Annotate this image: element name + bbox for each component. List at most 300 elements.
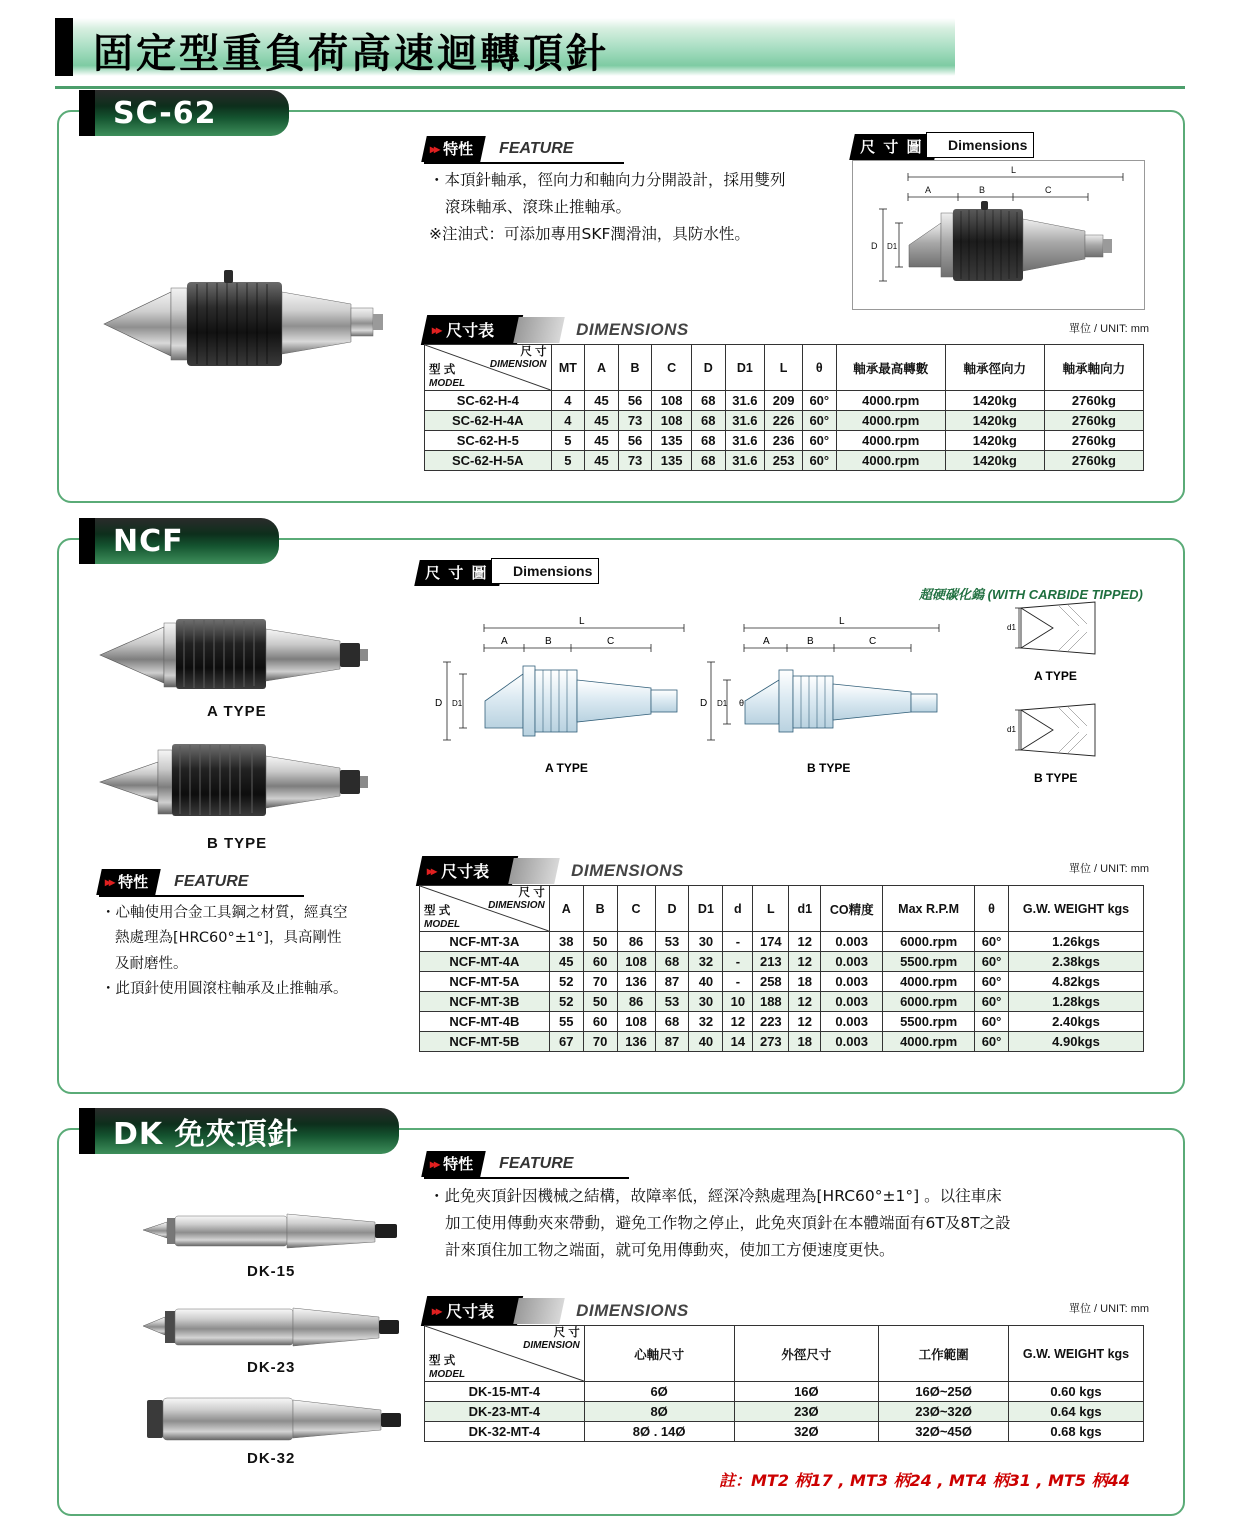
feature-underline-dk: [424, 1177, 629, 1179]
feature-line: ・此免夾頂針因機械之結構，故障率低，經深冷熱處理為[HRC60°±1°] 。以往車床: [429, 1187, 1002, 1205]
dimensions-table-sc62: [424, 344, 1144, 471]
table-row: [425, 451, 1144, 471]
cell: 1420kg: [945, 391, 1044, 411]
table-row: [420, 992, 1144, 1012]
cell: 0.003: [821, 1032, 883, 1052]
cell: 60: [583, 1012, 617, 1032]
col-d-small: d: [723, 886, 753, 932]
col-weight: G.W. WEIGHT kgs: [1009, 1326, 1144, 1382]
cell: 4000.rpm: [883, 1032, 975, 1052]
cell-model: DK-15-MT-4: [425, 1382, 585, 1402]
cell: 32: [689, 1012, 723, 1032]
section-title-sc62: SC-62: [113, 95, 217, 131]
cell: 226: [765, 411, 803, 431]
table-header-row: [420, 886, 1144, 932]
col-d1: D1: [725, 345, 765, 391]
dim-table-label-cn: 尺寸表: [446, 323, 495, 340]
cell: 0.003: [821, 952, 883, 972]
feature-underline-sc62: [424, 162, 624, 164]
feature-header-ncf: [99, 870, 248, 894]
cell: 0.003: [821, 1012, 883, 1032]
cell: 60°: [975, 1012, 1009, 1032]
cell: 4000.rpm: [836, 391, 945, 411]
cell: 53: [655, 932, 689, 952]
cell: 6000.rpm: [883, 932, 975, 952]
cell: 188: [753, 992, 789, 1012]
cell: 55: [549, 1012, 583, 1032]
cell: 2760kg: [1044, 451, 1143, 471]
cell: 31.6: [725, 431, 765, 451]
cell: 73: [618, 451, 652, 471]
unit-note-dk: 單位 / UNIT: mm: [1069, 1303, 1150, 1315]
cell: 86: [617, 992, 655, 1012]
svg-text:B TYPE: B TYPE: [1034, 771, 1078, 785]
col-d1: D1: [689, 886, 723, 932]
table-header-row: [425, 345, 1144, 391]
feature-chip-black: [96, 869, 161, 895]
section-ncf: [57, 523, 1185, 1094]
cell: 23Ø: [734, 1402, 879, 1422]
cell: 2760kg: [1044, 391, 1143, 411]
cell: 38: [549, 932, 583, 952]
svg-text:C: C: [607, 636, 615, 647]
corner-model-label: 型 式 MODEL: [429, 1355, 466, 1380]
cell: 4: [551, 411, 585, 431]
cell: 31.6: [725, 391, 765, 411]
product-label-a-type: A TYPE: [207, 703, 267, 720]
feature-underline-ncf: [99, 895, 304, 897]
cell: 60: [583, 952, 617, 972]
dim-table-label-cn: 尺寸表: [446, 1304, 495, 1321]
dimensions-table-header-ncf: [419, 858, 684, 884]
col-co: CO精度: [821, 886, 883, 932]
dim-table-label-en: DIMENSIONS: [576, 1301, 689, 1320]
col-d: D: [655, 886, 689, 932]
cell: 223: [753, 1012, 789, 1032]
svg-text:d1: d1: [1007, 725, 1016, 734]
cell-model: SC-62-H-4A: [425, 411, 552, 431]
feature-line: 加工使用傳動夾來帶動，避免工作物之停止，此免夾頂針在本體端面有6T及8T之設: [445, 1214, 1011, 1233]
cell: 108: [617, 1012, 655, 1032]
cell: 174: [753, 932, 789, 952]
cell: 1420kg: [945, 451, 1044, 471]
cell: 40: [689, 972, 723, 992]
cell: 4: [551, 391, 585, 411]
col-spindle-size: 心軸尺寸: [584, 1326, 734, 1382]
product-label-b-type: B TYPE: [207, 835, 268, 852]
cell-model: NCF-MT-4B: [420, 1012, 550, 1032]
col-a: A: [585, 345, 619, 391]
cell: 40: [689, 1032, 723, 1052]
cell: 86: [617, 932, 655, 952]
col-radial: 軸承徑向力: [945, 345, 1044, 391]
cell-model: NCF-MT-5A: [420, 972, 550, 992]
feature-label-cn: 特性: [443, 141, 474, 158]
cell: 253: [765, 451, 803, 471]
feature-line: 滾珠軸承、滾珠止推軸承。: [445, 198, 632, 217]
cell-model: DK-23-MT-4: [425, 1402, 585, 1422]
table-corner-cell: [425, 1326, 585, 1382]
cell: 67: [549, 1032, 583, 1052]
cell: 31.6: [725, 411, 765, 431]
title-underline: [55, 86, 1185, 89]
banner-gray-bar: [508, 858, 560, 884]
section-title-dk: DK 免夾頂針: [113, 1117, 299, 1152]
cell: 5500.rpm: [883, 1012, 975, 1032]
product-label-dk23: DK-23: [247, 1359, 296, 1376]
svg-text:B: B: [545, 636, 552, 647]
dim-chip-cn: 尺 寸 圖: [860, 139, 924, 156]
footnote-dk: 註：MT2 柄17 , MT3 柄24 , MT4 柄31 , MT5 柄44: [719, 1471, 1130, 1490]
cell: -: [723, 952, 753, 972]
cell: 0.60 kgs: [1009, 1382, 1144, 1402]
table-row: [425, 411, 1144, 431]
tab-black-block: [79, 90, 95, 136]
cell: 108: [617, 952, 655, 972]
col-axial: 軸承軸向力: [1044, 345, 1143, 391]
cell: 45: [585, 451, 619, 471]
cell: 10: [723, 992, 753, 1012]
cell: 87: [655, 972, 689, 992]
table-row: [425, 1382, 1144, 1402]
feature-label-en: FEATURE: [174, 873, 249, 890]
feature-line: ※注油式：可添加專用SKF潤滑油，具防水性。: [429, 225, 750, 244]
feature-chip-black: [421, 136, 486, 162]
cell: 68: [655, 952, 689, 972]
cell: 12: [789, 932, 821, 952]
product-image-dk15: [139, 1202, 419, 1260]
dimensions-table-dk: [424, 1325, 1144, 1442]
col-a: A: [549, 886, 583, 932]
cell: 68: [691, 431, 725, 451]
svg-text:A: A: [763, 636, 770, 647]
cell: 12: [789, 952, 821, 972]
cell: 60°: [802, 391, 836, 411]
cell: 60°: [975, 992, 1009, 1012]
cell: 0.003: [821, 992, 883, 1012]
cell: 68: [691, 391, 725, 411]
cell: 273: [753, 1032, 789, 1052]
cell: 30: [689, 992, 723, 1012]
cell: 4.82kgs: [1009, 972, 1144, 992]
corner-dimension-label: 尺 寸 DIMENSION: [488, 887, 545, 912]
cell: 135: [652, 431, 692, 451]
svg-text:A TYPE: A TYPE: [1034, 669, 1077, 683]
table-row: [420, 1032, 1144, 1052]
cell: 18: [789, 972, 821, 992]
dimensions-diagram-header-ncf: [417, 560, 593, 586]
col-d1-small: d1: [789, 886, 821, 932]
cell: 12: [789, 1012, 821, 1032]
page-title-banner: [55, 18, 1185, 80]
cell-model: SC-62-H-4: [425, 391, 552, 411]
section-tab-ncf: [79, 518, 279, 564]
table-header-row: [425, 1326, 1144, 1382]
double-arrow-icon: ▸▸: [432, 1303, 441, 1318]
cell: -: [723, 932, 753, 952]
table-row: [425, 431, 1144, 451]
cell: 70: [583, 972, 617, 992]
cell-model: SC-62-H-5: [425, 431, 552, 451]
dimension-diagram-sc62: [852, 160, 1145, 310]
dim-table-chip: [421, 1296, 523, 1326]
cell: 45: [549, 952, 583, 972]
col-b: B: [583, 886, 617, 932]
cell: 2.40kgs: [1009, 1012, 1144, 1032]
cell-model: NCF-MT-3B: [420, 992, 550, 1012]
feature-line: 及耐磨性。: [115, 955, 188, 972]
feature-text-ncf: [101, 902, 421, 1004]
feature-label-en: FEATURE: [499, 140, 574, 157]
cell: 4000.rpm: [836, 451, 945, 471]
dimensions-table-header-dk: [424, 1298, 689, 1324]
cell: 32: [689, 952, 723, 972]
dimensions-table-header-sc62: [424, 317, 689, 343]
svg-text:A: A: [501, 636, 508, 647]
cell: 45: [585, 431, 619, 451]
table-row: [425, 1402, 1144, 1422]
double-arrow-icon: ▸▸: [430, 1156, 439, 1171]
product-image-dk32: [139, 1388, 419, 1450]
dimensions-table-ncf: [419, 885, 1144, 1052]
table-row: [420, 952, 1144, 972]
feature-chip-black: [421, 1151, 486, 1177]
cell: 68: [691, 411, 725, 431]
svg-text:D: D: [871, 241, 878, 251]
corner-dimension-label: 尺 寸 DIMENSION: [523, 1327, 580, 1352]
cell: 53: [655, 992, 689, 1012]
product-image-dk23: [139, 1298, 419, 1356]
cell: 56: [618, 431, 652, 451]
svg-text:d1: d1: [1007, 623, 1016, 632]
cell: 2760kg: [1044, 431, 1143, 451]
section-tab-sc62: [79, 90, 289, 136]
col-c: C: [652, 345, 692, 391]
cell: 4.90kgs: [1009, 1032, 1144, 1052]
dim-table-label-cn: 尺寸表: [441, 864, 490, 881]
cell-model: NCF-MT-5B: [420, 1032, 550, 1052]
cell: 0.003: [821, 972, 883, 992]
dimension-diagram-ncf: [419, 600, 1159, 850]
feature-label-cn: 特性: [118, 874, 149, 891]
cell: 32Ø: [734, 1422, 879, 1442]
cell: 0.003: [821, 932, 883, 952]
cell: 6Ø: [584, 1382, 734, 1402]
cell: 136: [617, 972, 655, 992]
cell-model: NCF-MT-4A: [420, 952, 550, 972]
col-theta: θ: [802, 345, 836, 391]
dim-chip-en: Dimensions: [948, 137, 1028, 153]
col-weight: G.W. WEIGHT kgs: [1009, 886, 1144, 932]
section-sc62: [57, 95, 1185, 503]
dim-table-chip: [421, 315, 523, 345]
col-c: C: [617, 886, 655, 932]
svg-text:B TYPE: B TYPE: [807, 761, 851, 775]
double-arrow-icon: ▸▸: [427, 863, 436, 878]
cell: 60°: [975, 1032, 1009, 1052]
col-outer-dia: 外徑尺寸: [734, 1326, 879, 1382]
cell-model: DK-32-MT-4: [425, 1422, 585, 1442]
product-label-dk32: DK-32: [247, 1450, 296, 1467]
double-arrow-icon: ▸▸: [105, 874, 114, 889]
feature-text-dk: [429, 1184, 1149, 1265]
cell: 135: [652, 451, 692, 471]
cell: 30: [689, 932, 723, 952]
cell: 56: [618, 391, 652, 411]
col-l: L: [765, 345, 803, 391]
cell: 68: [691, 451, 725, 471]
cell: 4000.rpm: [836, 411, 945, 431]
dim-table-chip: [416, 856, 518, 886]
cell: 0.64 kgs: [1009, 1402, 1144, 1422]
cell: 31.6: [725, 451, 765, 471]
product-image-ncf-b: [94, 732, 384, 827]
svg-text:D1: D1: [717, 699, 728, 708]
cell: 5500.rpm: [883, 952, 975, 972]
cell: 45: [585, 411, 619, 431]
table-corner-cell: [420, 886, 550, 932]
cell: 5: [551, 431, 585, 451]
col-b: B: [618, 345, 652, 391]
feature-header-dk: [424, 1152, 573, 1176]
cell: 5: [551, 451, 585, 471]
corner-model-label: 型 式 MODEL: [424, 905, 461, 930]
cell: 108: [652, 411, 692, 431]
unit-note-ncf: 單位 / UNIT: mm: [1069, 863, 1150, 875]
dim-table-label-en: DIMENSIONS: [571, 861, 684, 880]
cell: 4000.rpm: [836, 431, 945, 451]
page-title: 固定型重負荷高速迴轉頂針: [93, 31, 609, 77]
carbide-note: 超硬碳化鎢 (WITH CARBIDE TIPPED): [919, 587, 1143, 602]
cell: 12: [723, 1012, 753, 1032]
col-d: D: [691, 345, 725, 391]
cell: 12: [789, 992, 821, 1012]
cell: 8Ø: [584, 1402, 734, 1422]
feature-line: ・此頂針使用圓滾柱軸承及止推軸承。: [101, 981, 348, 998]
svg-text:C: C: [1045, 185, 1052, 195]
table-row: [420, 1012, 1144, 1032]
col-max-rpm: 軸承最高轉數: [836, 345, 945, 391]
cell: 2.38kgs: [1009, 952, 1144, 972]
cell: 32Ø~45Ø: [879, 1422, 1009, 1442]
feature-text-sc62: [429, 168, 859, 249]
col-mt: MT: [551, 345, 585, 391]
corner-dimension-label: 尺 寸 DIMENSION: [489, 346, 547, 371]
cell: 73: [618, 411, 652, 431]
cell: 60°: [975, 932, 1009, 952]
feature-line: ・本頂針軸承，徑向力和軸向力分開設計，採用雙列: [429, 171, 786, 189]
table-corner-cell: [425, 345, 552, 391]
cell: 1420kg: [945, 411, 1044, 431]
feature-label-en: FEATURE: [499, 1155, 574, 1172]
cell: 50: [583, 932, 617, 952]
table-row: [425, 1422, 1144, 1442]
cell: 60°: [802, 411, 836, 431]
svg-text:D1: D1: [452, 699, 463, 708]
svg-text:L: L: [579, 616, 585, 627]
cell: 136: [617, 1032, 655, 1052]
cell: 4000.rpm: [883, 972, 975, 992]
tab-black-block: [79, 1108, 95, 1154]
svg-text:L: L: [839, 616, 845, 627]
cell: 1420kg: [945, 431, 1044, 451]
cell: 60°: [975, 952, 1009, 972]
table-row: [420, 972, 1144, 992]
cell: 213: [753, 952, 789, 972]
section-dk: [57, 1117, 1185, 1516]
svg-text:D: D: [700, 698, 708, 709]
svg-text:C: C: [869, 636, 877, 647]
double-arrow-icon: ▸▸: [430, 141, 439, 156]
section-title-ncf: NCF: [113, 523, 184, 559]
cell: 2760kg: [1044, 411, 1143, 431]
dim-chip-en: Dimensions: [513, 563, 593, 579]
svg-text:L: L: [1011, 165, 1017, 175]
cell: 108: [652, 391, 692, 411]
cell: 1.26kgs: [1009, 932, 1144, 952]
unit-note-sc62: 單位 / UNIT: mm: [1069, 323, 1150, 335]
dimensions-diagram-header-sc62: [852, 134, 1028, 160]
cell: 236: [765, 431, 803, 451]
cell: 6000.rpm: [883, 992, 975, 1012]
table-row: [425, 391, 1144, 411]
cell: 50: [583, 992, 617, 1012]
col-theta: θ: [975, 886, 1009, 932]
dim-chip-cn: 尺 寸 圖: [425, 565, 489, 582]
feature-line: 計來頂住加工物之端面，就可免用傳動夾，使加工方便速度更快。: [445, 1241, 895, 1260]
cell: 1.28kgs: [1009, 992, 1144, 1012]
svg-text:B: B: [979, 185, 986, 195]
cell-model: NCF-MT-3A: [420, 932, 550, 952]
cell: 60°: [802, 451, 836, 471]
product-image-sc62: [99, 262, 389, 372]
cell: 8Ø . 14Ø: [584, 1422, 734, 1442]
feature-line: 熱處理為[HRC60°±1°]，具高剛性: [115, 930, 342, 947]
feature-label-cn: 特性: [443, 1156, 474, 1173]
cell: 52: [549, 972, 583, 992]
cell: 16Ø: [734, 1382, 879, 1402]
feature-line: ・心軸使用合金工具鋼之材質，經真空: [101, 905, 348, 921]
title-black-block: [55, 18, 73, 76]
cell: 0.68 kgs: [1009, 1422, 1144, 1442]
section-tab-dk: [79, 1108, 399, 1154]
col-l: L: [753, 886, 789, 932]
feature-header-sc62: [424, 137, 573, 161]
cell: 18: [789, 1032, 821, 1052]
cell: 60°: [975, 972, 1009, 992]
cell: 258: [753, 972, 789, 992]
dim-table-label-en: DIMENSIONS: [576, 320, 689, 339]
cell: 14: [723, 1032, 753, 1052]
svg-text:A TYPE: A TYPE: [545, 761, 588, 775]
svg-text:D: D: [435, 698, 443, 709]
cell: 68: [655, 1012, 689, 1032]
cell: -: [723, 972, 753, 992]
cell: 87: [655, 1032, 689, 1052]
banner-gray-bar: [513, 317, 565, 343]
col-maxrpm: Max R.P.M: [883, 886, 975, 932]
tab-black-block: [79, 518, 95, 564]
cell: 60°: [802, 431, 836, 451]
corner-model-label: 型 式 MODEL: [429, 364, 466, 389]
svg-text:θ: θ: [739, 698, 745, 708]
svg-text:D1: D1: [887, 242, 898, 251]
cell: 70: [583, 1032, 617, 1052]
cell: 23Ø~32Ø: [879, 1402, 1009, 1422]
cell: 16Ø~25Ø: [879, 1382, 1009, 1402]
cell: 45: [585, 391, 619, 411]
product-image-ncf-a: [94, 605, 384, 700]
